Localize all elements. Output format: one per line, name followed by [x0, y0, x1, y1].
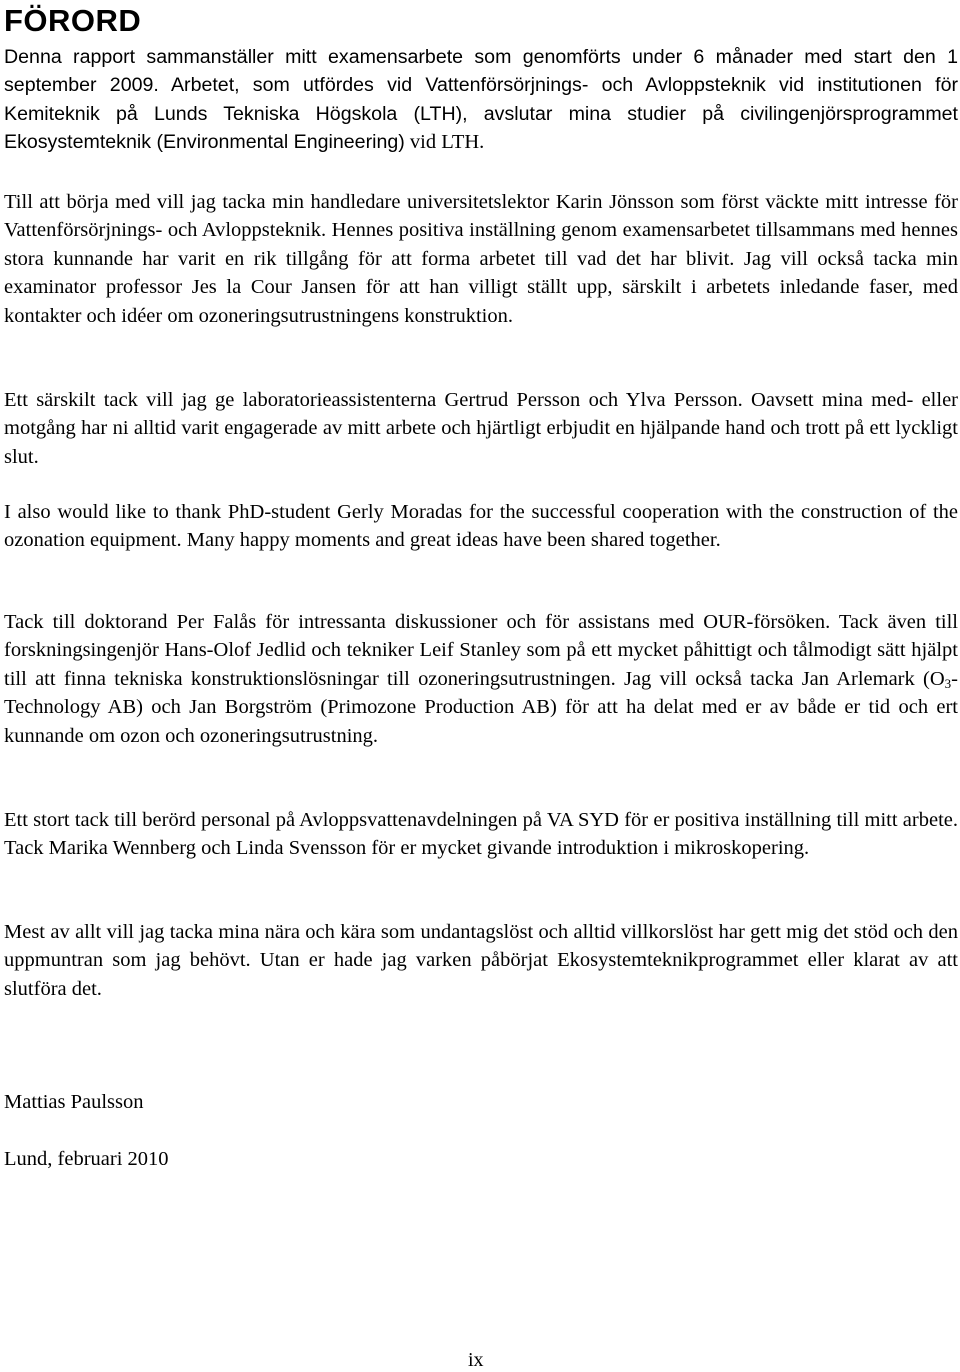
- section-heading: FÖRORD: [4, 3, 142, 38]
- paragraph-technical-thanks: [4, 608, 958, 750]
- paragraph-lab-assistants-thanks: Ett särskilt tack vill jag ge laboratorieassistenterna Gertrud Persson och Ylva Persson. Oavsett mina med- eller motgång har ni alltid varit engagerade av mitt arbete och hjärtligt erbjudit en hjälpande hand och trott på ett lyckligt slut.: [4, 389, 958, 468]
- paragraph-introduction-serif-text: vid LTH.: [404, 131, 485, 154]
- paragraph-english-thanks: I also would like to thank PhD-student Gerly Moradas for the successful cooperation with the construction of the ozonation equipment. Many happy moments and great ideas have been shared together.: [4, 501, 958, 552]
- paragraph-technical-text-before: Tack till doktorand Per Falås för intressanta diskussioner och för assistans med OUR-försöken. Tack även till forskningsingenjör Hans-Olof Jedlid och tekniker Leif Stanley som på ett mycket påhittigt och tålmodigt sätt hjälpt till att finna tekniska konstruktionslösningar till ozoneringsutrustningen. Jag vill också tacka Jan Arlemark (O: [4, 611, 958, 690]
- paragraph-introduction: [4, 43, 958, 157]
- page-number: ix: [468, 1349, 484, 1371]
- paragraph-family-thanks: Mest av allt vill jag tacka mina nära och kära som undantagslöst och alltid villkorslöst har gett mig det stöd och den uppmuntran som jag behövt. Utan er hade jag varken påbörjat Ekosystemteknikprogrammet eller klarat av att slutföra det.: [4, 921, 958, 1000]
- paragraph-technical-text-after: -Technology AB) och Jan Borgström (Primozone Production AB) för att ha delat med er av både er tid och ert kunnande om ozon och ozoneringsutrustning.: [4, 667, 958, 747]
- paragraph-va-syd-thanks: Ett stort tack till berörd personal på Avloppsvattenavdelningen på VA SYD för er positiva inställning till mitt arbete. Tack Marika Wennberg och Linda Svensson för er mycket givande introduktion i mikroskopering.: [4, 809, 958, 860]
- place-and-date: Lund, februari 2010: [4, 1148, 169, 1170]
- paragraph-supervisor-thanks: Till att börja med vill jag tacka min handledare universitetslektor Karin Jönsson som först väckte mitt intresse för Vattenförsörjnings- och Avloppsteknik. Hennes positiva inställning genom examensarbetet tillsammans med hennes stora kunnande har varit en rik tillgång för att forma arbetet till vad det har blivit. Jag vill också tacka min examinator professor Jes la Cour Jansen för att han villigt ställt upp, särskilt i arbetets inledande faser, med kontakter och idéer om ozoneringsutrustningens konstruktion.: [4, 191, 958, 327]
- ozone-subscript: 3: [944, 675, 952, 691]
- document-page: [4, 0, 958, 1371]
- paragraph-introduction-sans-text: Denna rapport sammanställer mitt examensarbete som genomförts under 6 månader med start den 1 september 2009. Arbetet, som utfördes vid Vattenförsörjnings- och Avloppsteknik vid institutionen för Kemiteknik på Lunds Tekniska Högskola (LTH), avslutar mina studier på civilingenjörsprogrammet Ekosystemteknik (Environmental Engineering): [4, 46, 958, 154]
- author-signature: Mattias Paulsson: [4, 1091, 144, 1113]
